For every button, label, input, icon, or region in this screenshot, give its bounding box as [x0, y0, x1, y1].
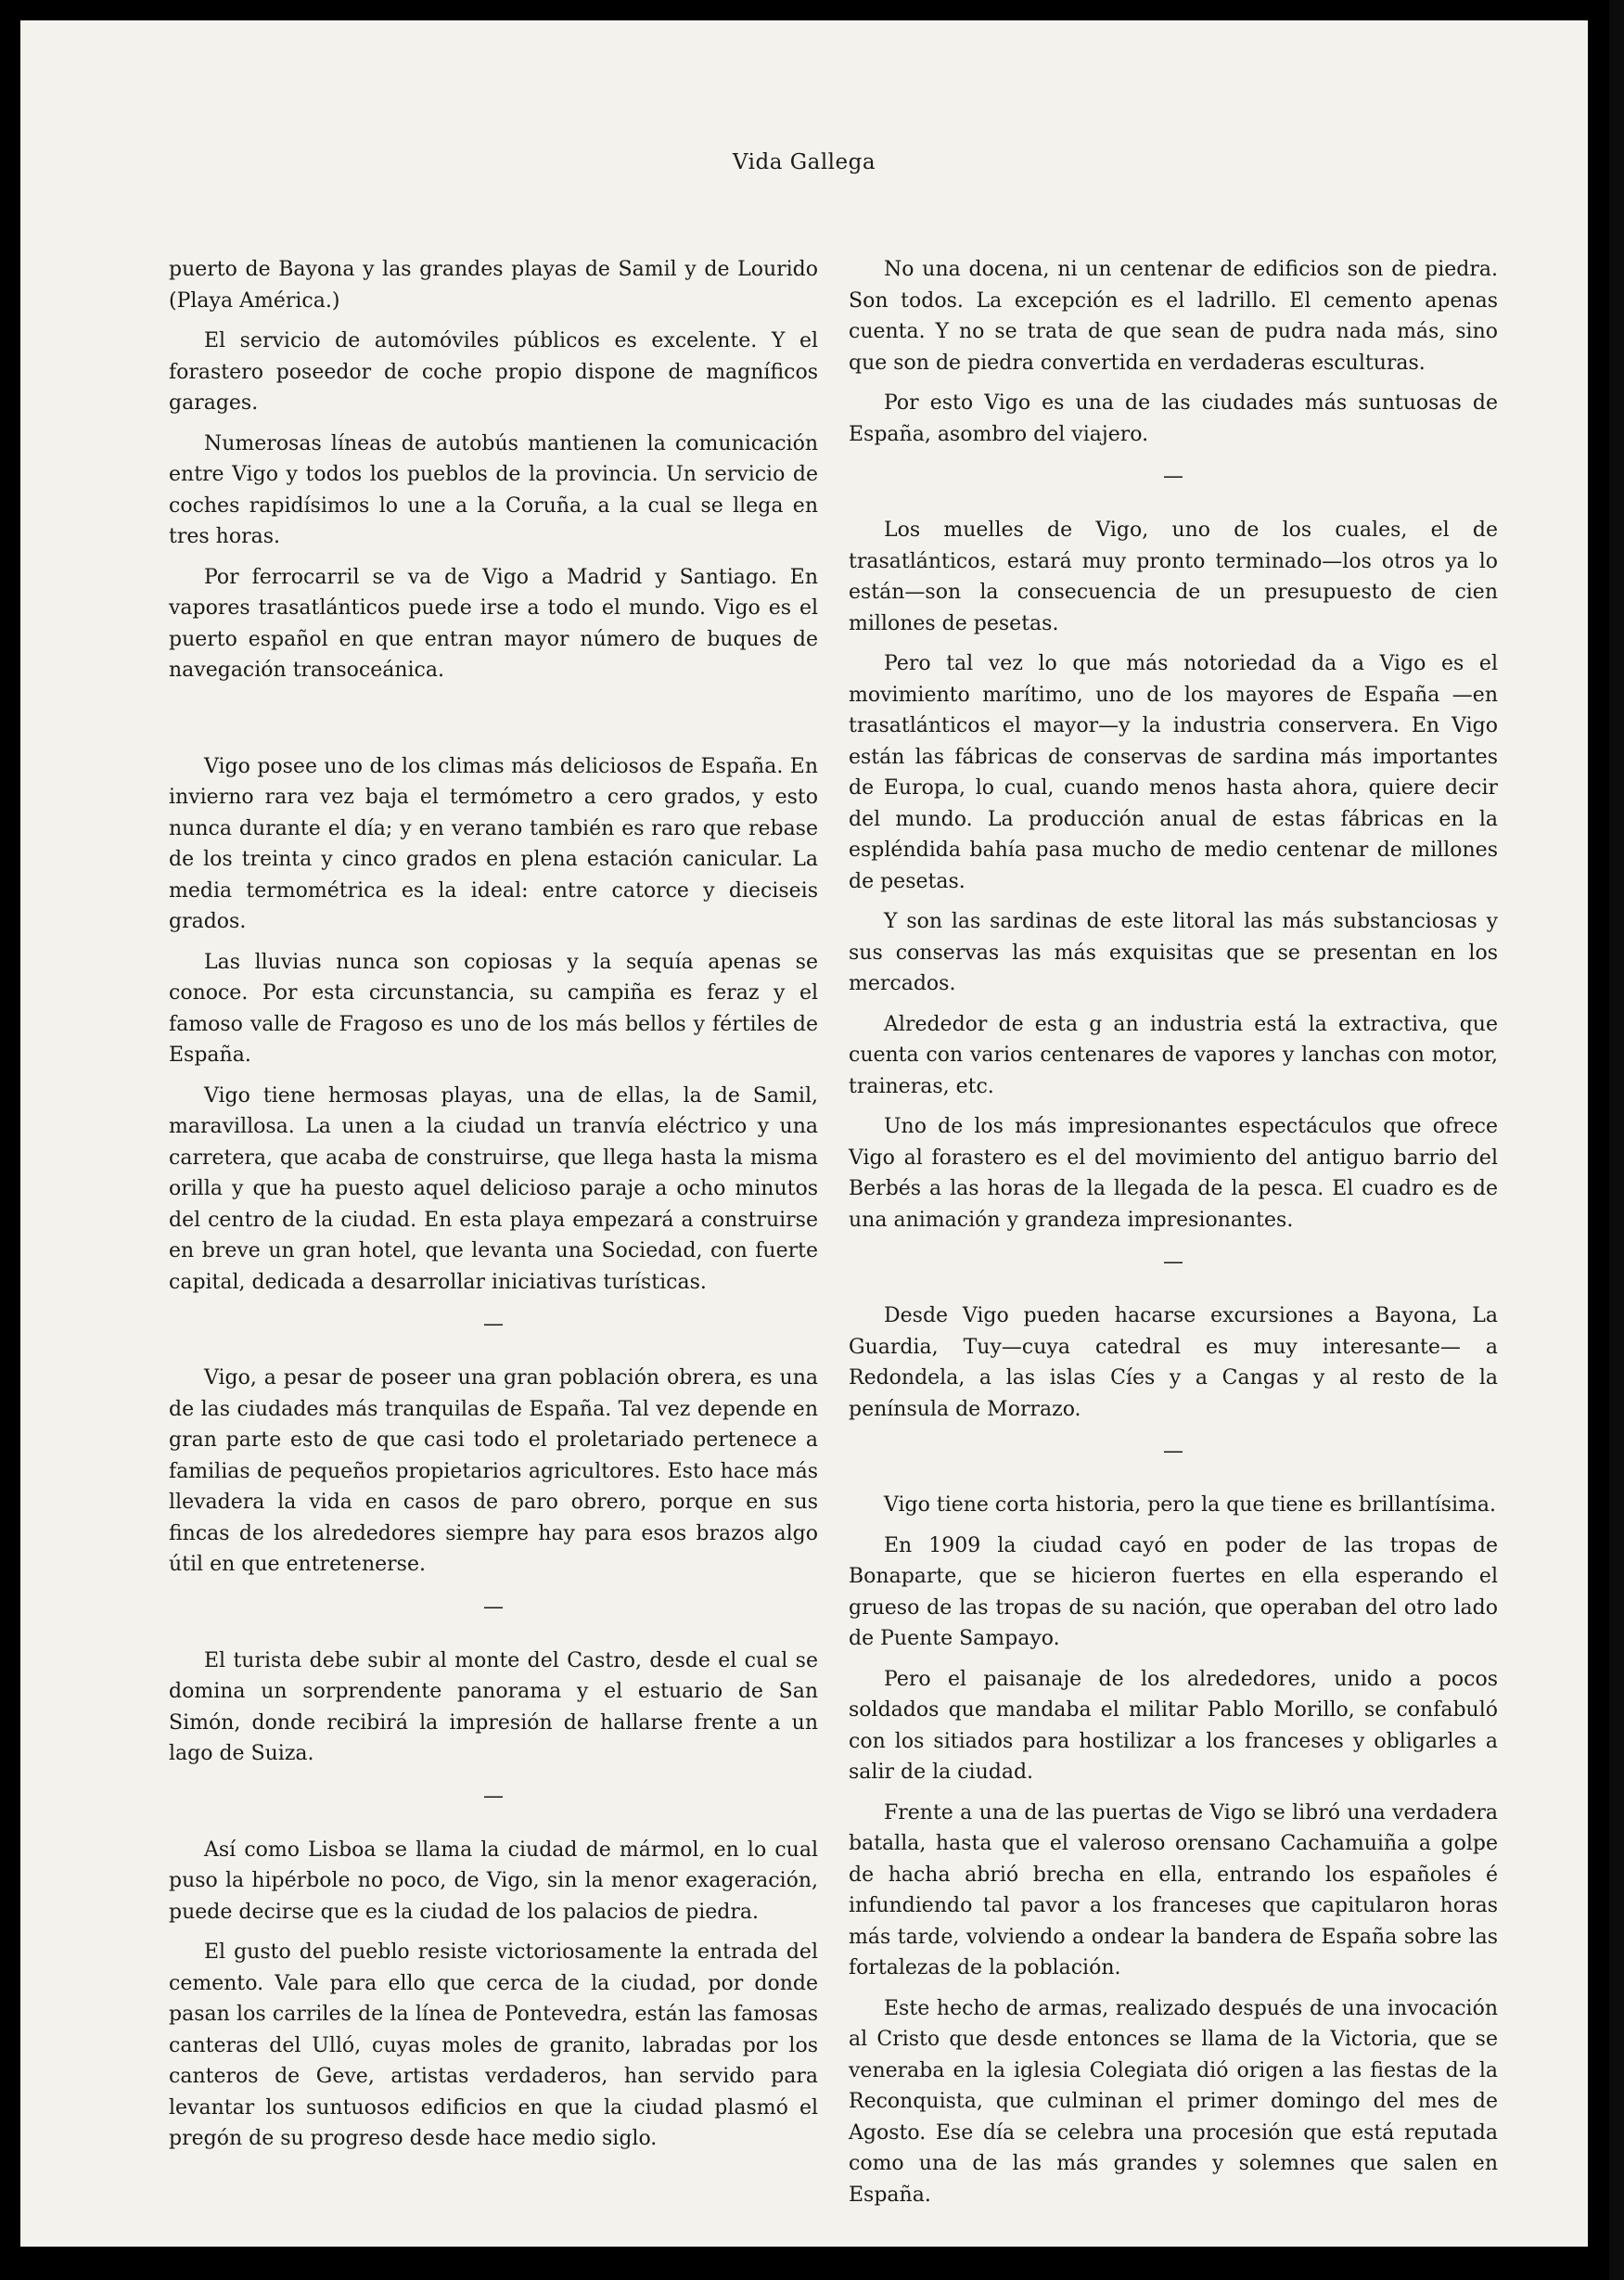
paragraph: El gusto del pueblo resiste victoriosamente la entrada del cemento. Vale para ello que cerca de la ciudad, por donde pasan los carriles de la línea de Pontevedra, están las famosas canteras del Ulló, cuyas moles de granito, labradas por los canteros de Geve, artistas verdaderos, han servido para levantar los suntuosos edificios en que la ciudad plasmó el pregón de su progreso desde hace medio siglo.	[169, 1941, 818, 2150]
section-separator: —	[1163, 465, 1183, 488]
section-separator: —	[1163, 1440, 1183, 1463]
paragraph: Vigo tiene corta historia, pero la que tiene es brillantísima.	[884, 1493, 1497, 1517]
running-header: Vida Gallega	[732, 150, 876, 174]
left-column	[169, 254, 818, 2164]
section-separator: —	[483, 1595, 504, 1619]
section-separator: —	[1163, 1250, 1183, 1274]
paragraph: Vigo tiene hermosas playas, una de ellas, la de Samil, maravillosa. La unen a la ciudad un tranvía eléctrico y una carretera, que acaba de construirse, que llega hasta la misma orilla y que ha puesto aquel delicioso paraje a ocho minutos del centro de la ciudad. En esta playa empezará a construirse en breve un gran hotel, que levanta una Sociedad, con fuerte capital, dedicada a desarrollar iniciativas turísticas.	[169, 1083, 818, 1294]
paragraph: Las lluvias nunca son copiosas y la sequía apenas se conoce. Por esta circunstancia, su campiña es feraz y el famoso valle de Fragoso es uno de los más bellos y fértiles de España.	[169, 950, 818, 1067]
paragraph: Vigo posee uno de los climas más deliciosos de España. En invierno rara vez baja el termómetro a cero grados, y esto nunca durante el día; y en verano también es raro que rebase de los treinta y cinco grados en plena estación canicular. La media termométrica es la ideal: entre catorce y dieciseis grados.	[169, 754, 818, 933]
paragraph: Así como Lisboa se llama la ciudad de mármol, en lo cual puso la hipérbole no poco, de Vigo, sin la menor exageración, puede decirse que es la ciudad de los palacios de piedra.	[169, 1838, 818, 1924]
paragraph: Los muelles de Vigo, uno de los cuales, el de trasatlánticos, estará muy pronto terminado—los otros ya lo están—son la consecuencia de un presupuesto de cien millones de pesetas.	[849, 519, 1498, 635]
paragraph: Este hecho de armas, realizado después de una invocación al Cristo que desde entonces se llama de la Victoria, que se veneraba en la iglesia Colegiata dió origen a las fiestas de la Reconquista, que culminan el primer domingo del mes de Agosto. Ese día se celebra una procesión que está reputada como una de las más grandes y solemnes que salen en España.	[849, 1996, 1498, 2207]
paragraph: puerto de Bayona y las grandes playas de Samil y de Lourido (Playa América.)	[169, 258, 818, 313]
paragraph: Desde Vigo pueden hacarse excursiones a Bayona, La Guardia, Tuy—cuya catedral es muy interesante— a Redondela, a las islas Cíes y a Cangas y al resto de la península de Morrazo.	[849, 1304, 1498, 1421]
scan-border	[1609, 0, 1624, 2280]
paragraph: Y son las sardinas de este litoral las más substanciosas y sus conservas las más exquisitas que se presentan en los mercados.	[849, 910, 1498, 995]
paragraph: No una docena, ni un centenar de edificios son de piedra. Son todos. La excepción es el ladrillo. El cemento apenas cuenta. Y no se trata de que sean de pudra nada más, sino que son de piedra convertida en verdaderas esculturas.	[849, 258, 1498, 375]
paragraph: Pero tal vez lo que más notoriedad da a Vigo es el movimiento marítimo, uno de los mayores de España —en trasatlánticos el mayor—y la industria conservera. En Vigo están las fábricas de conservas de sardina más importantes de Europa, lo cual, cuando menos hasta ahora, quiere decir del mundo. La producción anual de estas fábricas en la espléndida bahía pasa mucho de medio centenar de millones de pesetas.	[849, 652, 1498, 893]
paragraph: Frente a una de las puertas de Vigo se libró una verdadera batalla, hasta que el valeroso orensano Cachamuiña a golpe de hacha abrió brecha en ella, entrando los españoles é infundiendo tal pavor a los franceses que capitularon horas más tarde, volviendo a ondear la bandera de España sobre las fortalezas de la población.	[849, 1800, 1498, 1979]
paragraph: Numerosas líneas de autobús mantienen la comunicación entre Vigo y todos los pueblos de la provincia. Un servicio de coches rapidísimos lo une a la Coruña, a la cual se llega en tres horas.	[169, 431, 818, 548]
paragraph: Vigo, a pesar de poseer una gran población obrera, es una de las ciudades más tranquilas de España. Tal vez depende en gran parte esto de que casi todo el proletariado pertenece a familias de pequeños propietarios agricultores. Esto hace más llevadera la vida en casos de paro obrero, porque en sus fincas de los alrededores siempre hay para esos brazos algo útil en que entretenerse.	[169, 1366, 818, 1576]
paragraph: Por esto Vigo es una de las ciudades más suntuosas de España, asombro del viajero.	[849, 391, 1498, 446]
paragraph: Uno de los más impresionantes espectáculos que ofrece Vigo al forastero es el del movimiento del antiguo barrio del Berbés a las horas de la llegada de la pesca. El cuadro es de una animación y grandeza impresionantes.	[849, 1115, 1498, 1232]
right-column	[849, 254, 1498, 2220]
paragraph: Alrededor de esta g an industria está la extractiva, que cuenta con varios centenares de vapores y lanchas con motor, traineras, etc.	[849, 1012, 1498, 1098]
section-separator: —	[483, 1313, 504, 1336]
paragraph: En 1909 la ciudad cayó en poder de las tropas de Bonaparte, que se hicieron fuertes en ella esperando el grueso de las tropas de su nación, que operaban del otro lado de Puente Sampayo.	[849, 1533, 1498, 1650]
paragraph: El turista debe subir al monte del Castro, desde el cual se domina un sorprendente panorama y el estuario de San Simón, donde recibirá la impresión de hallarse frente a un lago de Suiza.	[169, 1648, 818, 1765]
paragraph: El servicio de automóviles públicos es excelente. Y el forastero poseedor de coche propio dispone de magníficos garages.	[169, 329, 818, 415]
magazine-page	[20, 20, 1588, 2247]
section-separator: —	[483, 1784, 504, 1808]
paragraph: Pero el paisanaje de los alrededores, unido a pocos soldados que mandaba el militar Pablo Morillo, se confabuló con los sitiados para hostilizar a los franceses y obligarles a salir de la ciudad.	[849, 1667, 1498, 1784]
section-separator	[169, 699, 818, 727]
paragraph: Por ferrocarril se va de Vigo a Madrid y Santiago. En vapores trasatlánticos puede irse a todo el mundo. Vigo es el puerto español en que entran mayor número de buques de navegación transoceánica.	[169, 565, 818, 682]
